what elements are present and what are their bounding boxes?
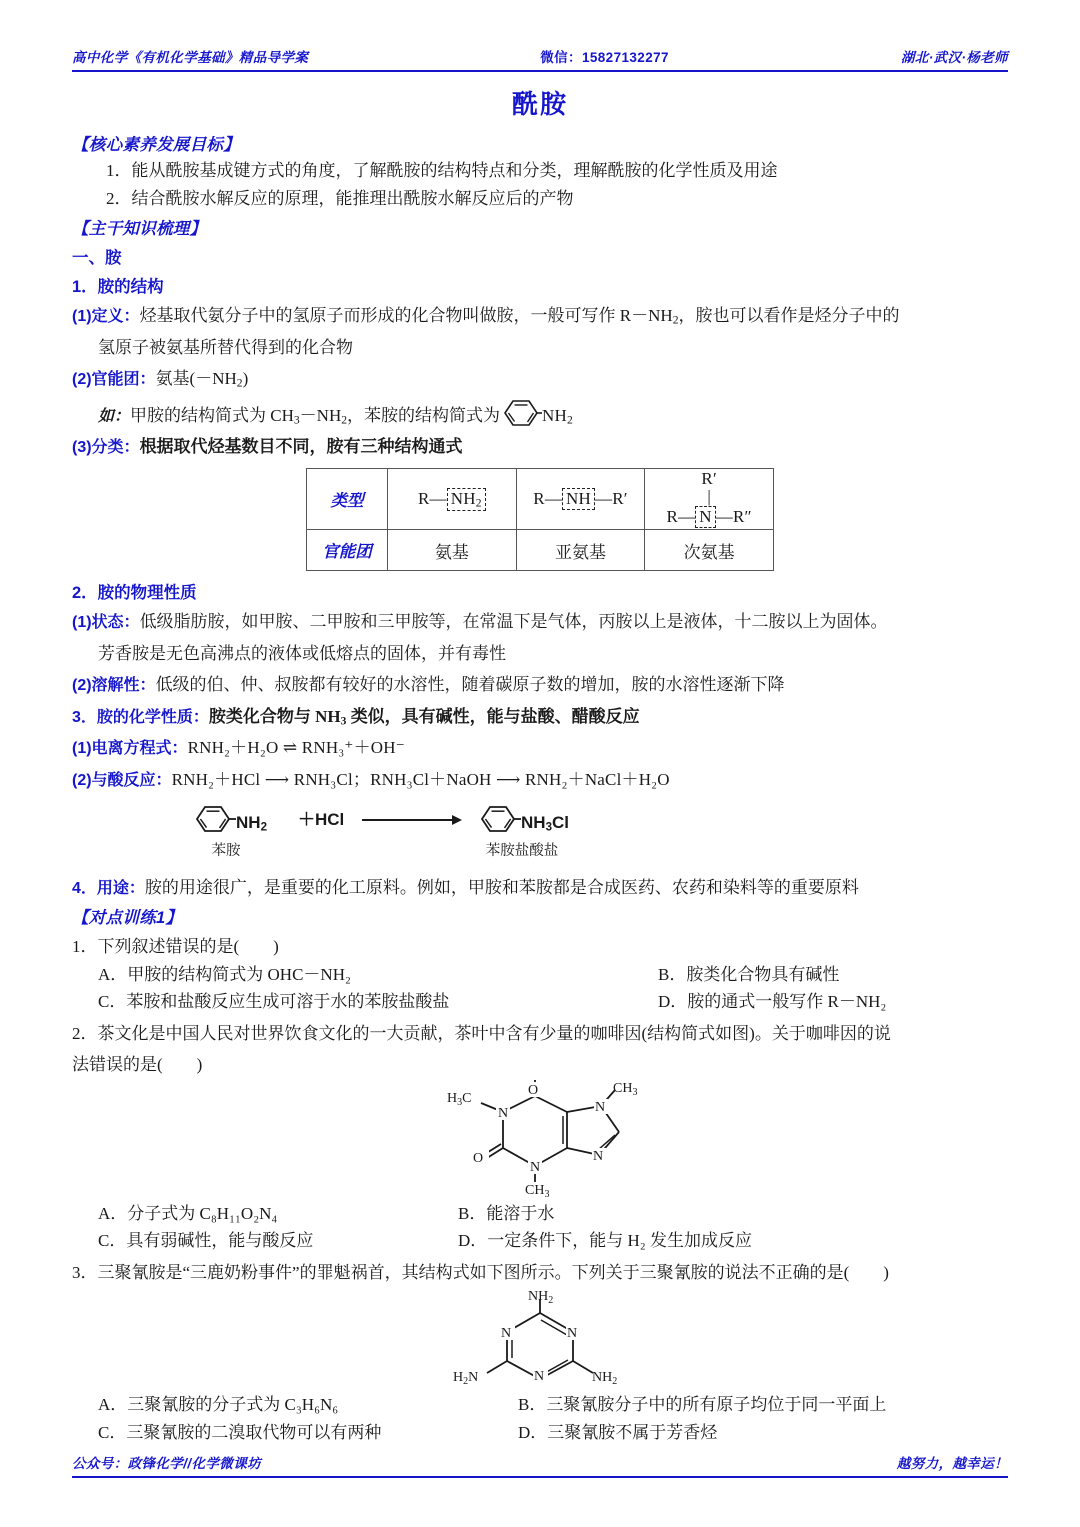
question-2-options-row-2 [98, 1228, 1008, 1254]
acid-reaction-paragraph [72, 767, 1008, 793]
question-2-stem: 2．茶文化是中国人民对世界饮食文化的一大贡献，茶叶中含有少量的咖啡因(结构简式如图)。关于咖啡因的说 [72, 1023, 891, 1043]
aniline-nh2-sub: 2 [566, 413, 573, 427]
caffeine-label-ch3-top: $CH_3$ [613, 1080, 638, 1098]
aniline-nh2-label: NH [542, 405, 567, 425]
ionization-paragraph [72, 735, 1008, 761]
type3-post: R″ [732, 507, 752, 527]
state-paragraph-cont: 芳香胺是无色高沸点的液体或低熔点的固体，并有毒性 [98, 643, 506, 663]
footer-rule [72, 1476, 1008, 1478]
melamine-structure-icon [435, 1289, 645, 1388]
aniline-hydrochloride-product [477, 803, 569, 841]
goals-heading: 【核心素养发展目标】 [72, 136, 240, 154]
question-2-option-b[interactable]: B．能溶于水 [458, 1203, 555, 1223]
table-row [307, 469, 774, 530]
solubility-text: 低级的伯、仲、叔胺都有较好的水溶性，随着碳原子数的增加，胺的水溶性逐渐下降 [155, 674, 785, 694]
table-row-header-type: 类型 [307, 469, 388, 530]
question-1-option-d[interactable]: D．胺的通式一般写作 R－NH₂ [658, 992, 887, 1012]
aniline-hydrochloride-caption: 苯胺盐酸盐 [485, 842, 559, 859]
knowledge-heading: 【主干知识梳理】 [72, 220, 207, 239]
melamine-label-nh2-top: $NH_2$ [528, 1289, 554, 1307]
melamine-structure-container [72, 1289, 1008, 1390]
page-title: 酰胺 [511, 89, 568, 119]
uses-text: 胺的用途很广，是重要的化工原料。例如，甲胺和苯胺都是合成医药、农药和染料等的重要原料 [144, 877, 859, 897]
example-text-c: ，苯胺的结构简式为 [347, 405, 501, 425]
uses-paragraph [72, 875, 1008, 901]
definition-label: (1)定义： [72, 308, 140, 326]
goal-item-1: 1．能从酰胺基成键方式的角度，了解酰胺的结构特点和分类，理解酰胺的化学性质及用途 [106, 161, 778, 180]
chemical-props-sub: 3 [340, 714, 347, 728]
chemical-props-heading [72, 704, 1008, 730]
header-wechat-text: 微信：15827132277 [540, 50, 669, 65]
question-2-options-row-1 [98, 1201, 1008, 1227]
table-row-header-group: 官能团 [307, 530, 388, 571]
table-cell-type-tertiary: R′ | R— N —R″ [645, 469, 774, 530]
definition-paragraph [72, 303, 1008, 329]
aniline-nh2-main: NH [236, 812, 261, 832]
chemical-props-text-a: 胺类化合物与 NH [208, 706, 341, 726]
aniline-nh2-subscript: 2 [260, 821, 267, 834]
amine-classification-table [306, 468, 774, 571]
footer-left-text: 公众号：政锋化学//化学微课坊 [72, 1456, 262, 1471]
type3-top: R′ [701, 469, 717, 489]
type1-pre: R [417, 488, 430, 508]
example-label: 如： [98, 407, 131, 425]
example-text-a: 甲胺的结构简式为 CH [130, 405, 294, 425]
section-heading-amine: 一、胺 [72, 249, 122, 268]
question-1-option-b[interactable]: B．胺类化合物具有碱性 [658, 964, 840, 984]
aniline-hcl-reaction-diagram [192, 803, 1008, 869]
example-paragraph [98, 398, 1008, 429]
header-rule [72, 70, 1008, 72]
melamine-label-nh2-right: $NH_2$ [592, 1370, 618, 1388]
question-1-stem: 1．下列叙述错误的是( ) [72, 937, 279, 957]
document-body [72, 78, 1008, 1447]
caffeine-label-o-left: O [473, 1150, 484, 1166]
type1-boxed-sub: 2 [475, 496, 482, 510]
classification-label: (3)分类： [72, 439, 140, 457]
type1-boxed [447, 488, 486, 511]
example-sub-2: 2 [341, 413, 348, 427]
aniline-nh2-text [236, 813, 267, 832]
definition-text-b: ，胺也可以看作是烃分子中的 [678, 306, 900, 326]
functional-group-label: (2)官能团： [72, 371, 156, 389]
benzene-ring-icon [500, 398, 542, 428]
melamine-label-n-bottom: N [534, 1369, 545, 1385]
question-3-options-row-2 [98, 1420, 1008, 1446]
anilinium-cl: Cl [551, 812, 569, 832]
practice-heading: 【对点训练1】 [72, 909, 183, 928]
type3-bond: | [707, 487, 711, 507]
hcl-reactant: ＋HCl [298, 809, 345, 829]
question-2-option-c[interactable]: C．具有弱碱性，能与酸反应 [98, 1231, 314, 1251]
caffeine-label-n7: N [595, 1099, 606, 1115]
running-header [72, 46, 1008, 72]
functional-group-paragraph [72, 366, 1008, 392]
caffeine-label-n9: N [593, 1148, 604, 1164]
type2-post: R′ [612, 489, 628, 509]
subsection-heading-physical: 2．胺的物理性质 [72, 584, 197, 603]
example-sub-1: 3 [293, 413, 300, 427]
question-3-option-c[interactable]: C．三聚氰胺的二溴取代物可以有两种 [98, 1422, 382, 1442]
definition-sub: 2 [672, 313, 679, 327]
benzene-ring-icon [192, 803, 236, 835]
question-3-option-d[interactable]: D．三聚氰胺不属于芳香烃 [518, 1422, 718, 1442]
example-text-b: －NH [299, 405, 342, 425]
table-row [307, 530, 774, 571]
uses-label: 4．用途： [72, 879, 145, 897]
state-label: (1)状态： [72, 614, 140, 632]
state-text: 低级脂肪胺，如甲胺、二甲胺和三甲胺等，在常温下是气体，丙胺以上是液体，十二胺以上为固体。 [139, 612, 888, 632]
question-3-options-row-1 [98, 1392, 1008, 1418]
caffeine-label-n1: N [498, 1105, 509, 1121]
table-cell-group-imino: 亚氨基 [516, 530, 645, 571]
question-3-stem: 3．三聚氰胺是“三鹿奶粉事件”的罪魁祸首，其结构式如下图所示。下列关于三聚氰胺的说法不正确的是( ) [72, 1262, 889, 1282]
classification-paragraph [72, 434, 1008, 460]
melamine-label-h2n-left: $H_2N$ [453, 1370, 479, 1388]
question-1-options-row-1 [98, 962, 1008, 988]
subsection-heading-structure: 1．胺的结构 [72, 278, 164, 297]
anilinium-subscript: 3 [545, 821, 552, 834]
type3-pre: R [666, 507, 679, 527]
benzene-ring-icon [477, 803, 521, 835]
reaction-arrow-icon [362, 813, 462, 827]
header-left-text: 高中化学《有机化学基础》精品导学案 [72, 50, 309, 65]
caffeine-structure-container [72, 1082, 1008, 1199]
question-3-option-a[interactable]: A．三聚氰胺的分子式为 C₃H₆N₆ [98, 1395, 339, 1415]
chemical-props-label: 3．胺的化学性质： [72, 708, 209, 726]
type1-boxed-text: NH [450, 488, 476, 508]
functional-group-text-end: ) [242, 369, 249, 389]
solubility-label: (2)溶解性： [72, 676, 156, 694]
caffeine-structure-icon [425, 1080, 655, 1200]
caffeine-label-h3c: $H_3C$ [447, 1090, 472, 1108]
definition-paragraph-cont: 氢原子被氨基所替代得到的化合物 [98, 337, 353, 357]
table-cell-group-amino: 氨基 [388, 530, 517, 571]
question-1-option-c[interactable]: C．苯胺和盐酸反应生成可溶于水的苯胺盐酸盐 [98, 992, 450, 1012]
aniline-caption: 苯胺 [211, 842, 241, 859]
type2-boxed: NH [562, 488, 595, 510]
question-1-option-a[interactable]: A．甲胺的结构简式为 OHC－NH₂ [98, 964, 351, 984]
type3-boxed: N [695, 506, 715, 528]
melamine-label-n-upper-left: N [501, 1326, 512, 1342]
functional-group-text: 氨基(－NH [155, 369, 237, 389]
definition-text-a: 烃基取代氨分子中的氢原子而形成的化合物叫做胺，一般可写作 R－NH [139, 306, 673, 326]
table-cell-type-secondary: R— NH —R′ [516, 469, 645, 530]
question-2-option-a[interactable]: A．分子式为 C₈H₁₁O₂N₄ [98, 1203, 278, 1223]
question-2-stem-cont: 法错误的是( ) [72, 1055, 203, 1075]
caffeine-label-n3: N [530, 1159, 541, 1175]
header-right-text: 湖北·武汉·杨老师 [900, 50, 1008, 65]
ionization-label: (1)电离方程式： [72, 740, 188, 758]
question-2-option-d[interactable]: D．一定条件下，能与 H₂ 发生加成反应 [458, 1231, 752, 1251]
ionization-equation: RNH₂＋H₂O ⇌ RNH₃⁺＋OH⁻ [187, 738, 405, 758]
table-cell-group-tertiary: 次氨基 [645, 530, 774, 571]
running-footer [72, 1452, 1008, 1476]
acid-reaction-label: (2)与酸反应： [72, 771, 172, 789]
footer-right-text: 越努力，越幸运！ [896, 1456, 1008, 1471]
state-paragraph [72, 609, 1008, 635]
caffeine-label-o-top: O [528, 1082, 539, 1098]
goal-item-2: 2．结合酰胺水解反应的原理，能推理出酰胺水解反应后的产物 [106, 189, 574, 209]
type2-pre: R [533, 489, 545, 509]
classification-text: 根据取代烃基数目不同，胺有三种结构通式 [139, 437, 463, 457]
caffeine-label-ch3-bottom: $CH_3$ [525, 1182, 550, 1200]
functional-group-sub: 2 [236, 376, 243, 390]
solubility-paragraph [72, 672, 1008, 698]
melamine-label-n-upper-right: N [567, 1326, 578, 1342]
acid-reaction-equation: RNH₂＋HCl ⟶ RNH₃Cl；RNH₃Cl＋NaOH ⟶ RNH₂＋NaCl＋H₂O [171, 769, 670, 789]
anilinium-main: NH [521, 812, 546, 832]
table-cell-type-primary: R— $NH_2$ [388, 469, 517, 530]
question-3-option-b[interactable]: B．三聚氰胺分子中的所有原子均位于同一平面上 [518, 1395, 887, 1415]
aniline-reactant [192, 803, 267, 841]
question-1-options-row-2 [98, 989, 1008, 1015]
anilinium-chloride-text [521, 813, 569, 832]
chemical-props-text-b: 类似，具有碱性，能与盐酸、醋酸反应 [346, 706, 640, 726]
